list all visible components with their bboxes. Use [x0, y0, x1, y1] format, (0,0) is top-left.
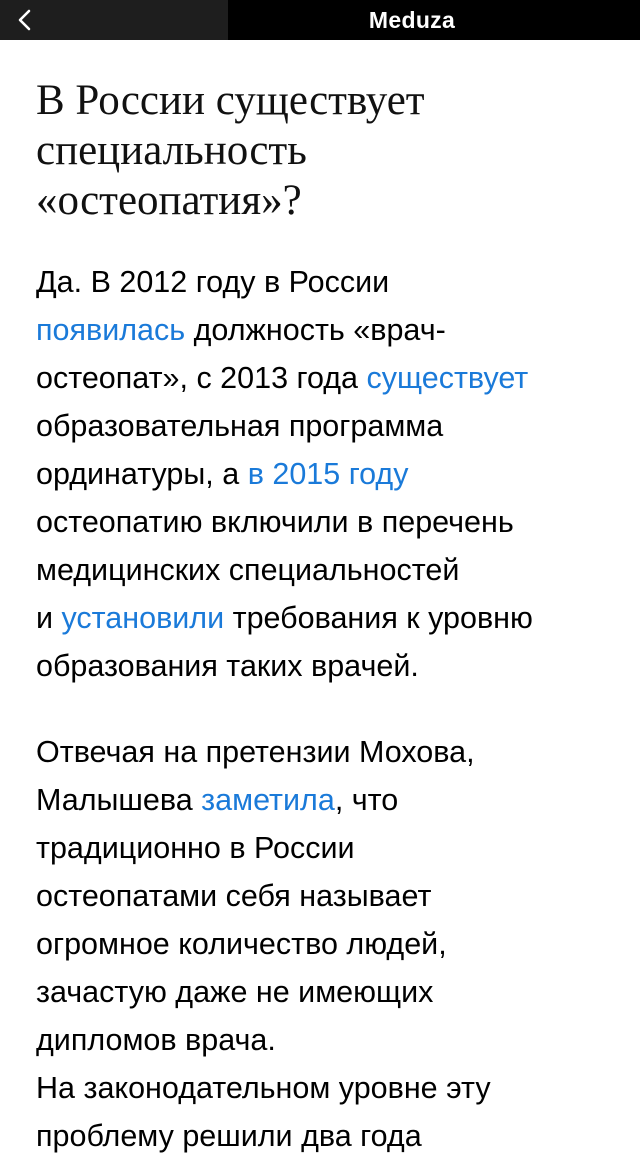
article-headline: [36, 76, 536, 226]
paragraph-line: дипломов врача.: [36, 1023, 276, 1057]
paragraph-line: образовательная программа: [36, 409, 444, 443]
headline-line: специальность: [36, 127, 307, 174]
link-exists[interactable]: существует: [366, 361, 529, 395]
paragraph-line: остеопатами себя называет: [36, 879, 432, 913]
text-span: требования к уровню: [224, 601, 533, 635]
text-span: остеопат», с 2013 года: [36, 361, 367, 395]
paragraph-line: [36, 776, 616, 824]
paragraph-line: зачастую даже не имеющих: [36, 975, 434, 1009]
paragraph-response: [36, 728, 616, 1064]
link-in-2015[interactable]: в 2015 году: [247, 457, 409, 491]
paragraph-line: На законодательном уровне эту: [36, 1071, 491, 1105]
article-body: [36, 40, 616, 1160]
top-bar: [0, 0, 640, 40]
paragraph-line: [36, 450, 616, 498]
paragraph-line: огромное количество людей,: [36, 927, 447, 961]
paragraph-answer: [36, 258, 616, 690]
text-span: должность «врач-: [185, 313, 446, 347]
paragraph-line: проблему решили два года: [36, 1119, 422, 1153]
paragraph-line: Да. В 2012 году в России: [36, 265, 390, 299]
link-established[interactable]: установили: [61, 601, 225, 635]
text-span: Малышева: [36, 783, 202, 817]
text-span: , что: [334, 783, 399, 817]
text-span: ординатуры, а: [36, 457, 248, 491]
link-appeared[interactable]: появилась: [36, 313, 186, 347]
paragraph-line: медицинских специальностей: [36, 553, 460, 587]
paragraph-line: Отвечая на претензии Мохова,: [36, 735, 475, 769]
paragraph-line: [36, 354, 616, 402]
paragraph-line: [36, 594, 616, 642]
paragraph-line: [36, 306, 616, 354]
app-title: Meduza: [368, 7, 456, 33]
paragraph-legislation: [36, 1064, 616, 1160]
text-span: и: [36, 601, 62, 635]
headline-line: В России существует: [36, 77, 425, 124]
headline-line: «остеопатия»?: [36, 177, 302, 224]
paragraph-line: образования таких врачей.: [36, 649, 419, 683]
back-button[interactable]: [0, 0, 228, 40]
paragraph-line: традиционно в России: [36, 831, 355, 865]
link-noted[interactable]: заметила: [201, 783, 335, 817]
chevron-left-icon: [14, 8, 38, 32]
paragraph-line: остеопатию включили в перечень: [36, 505, 514, 539]
